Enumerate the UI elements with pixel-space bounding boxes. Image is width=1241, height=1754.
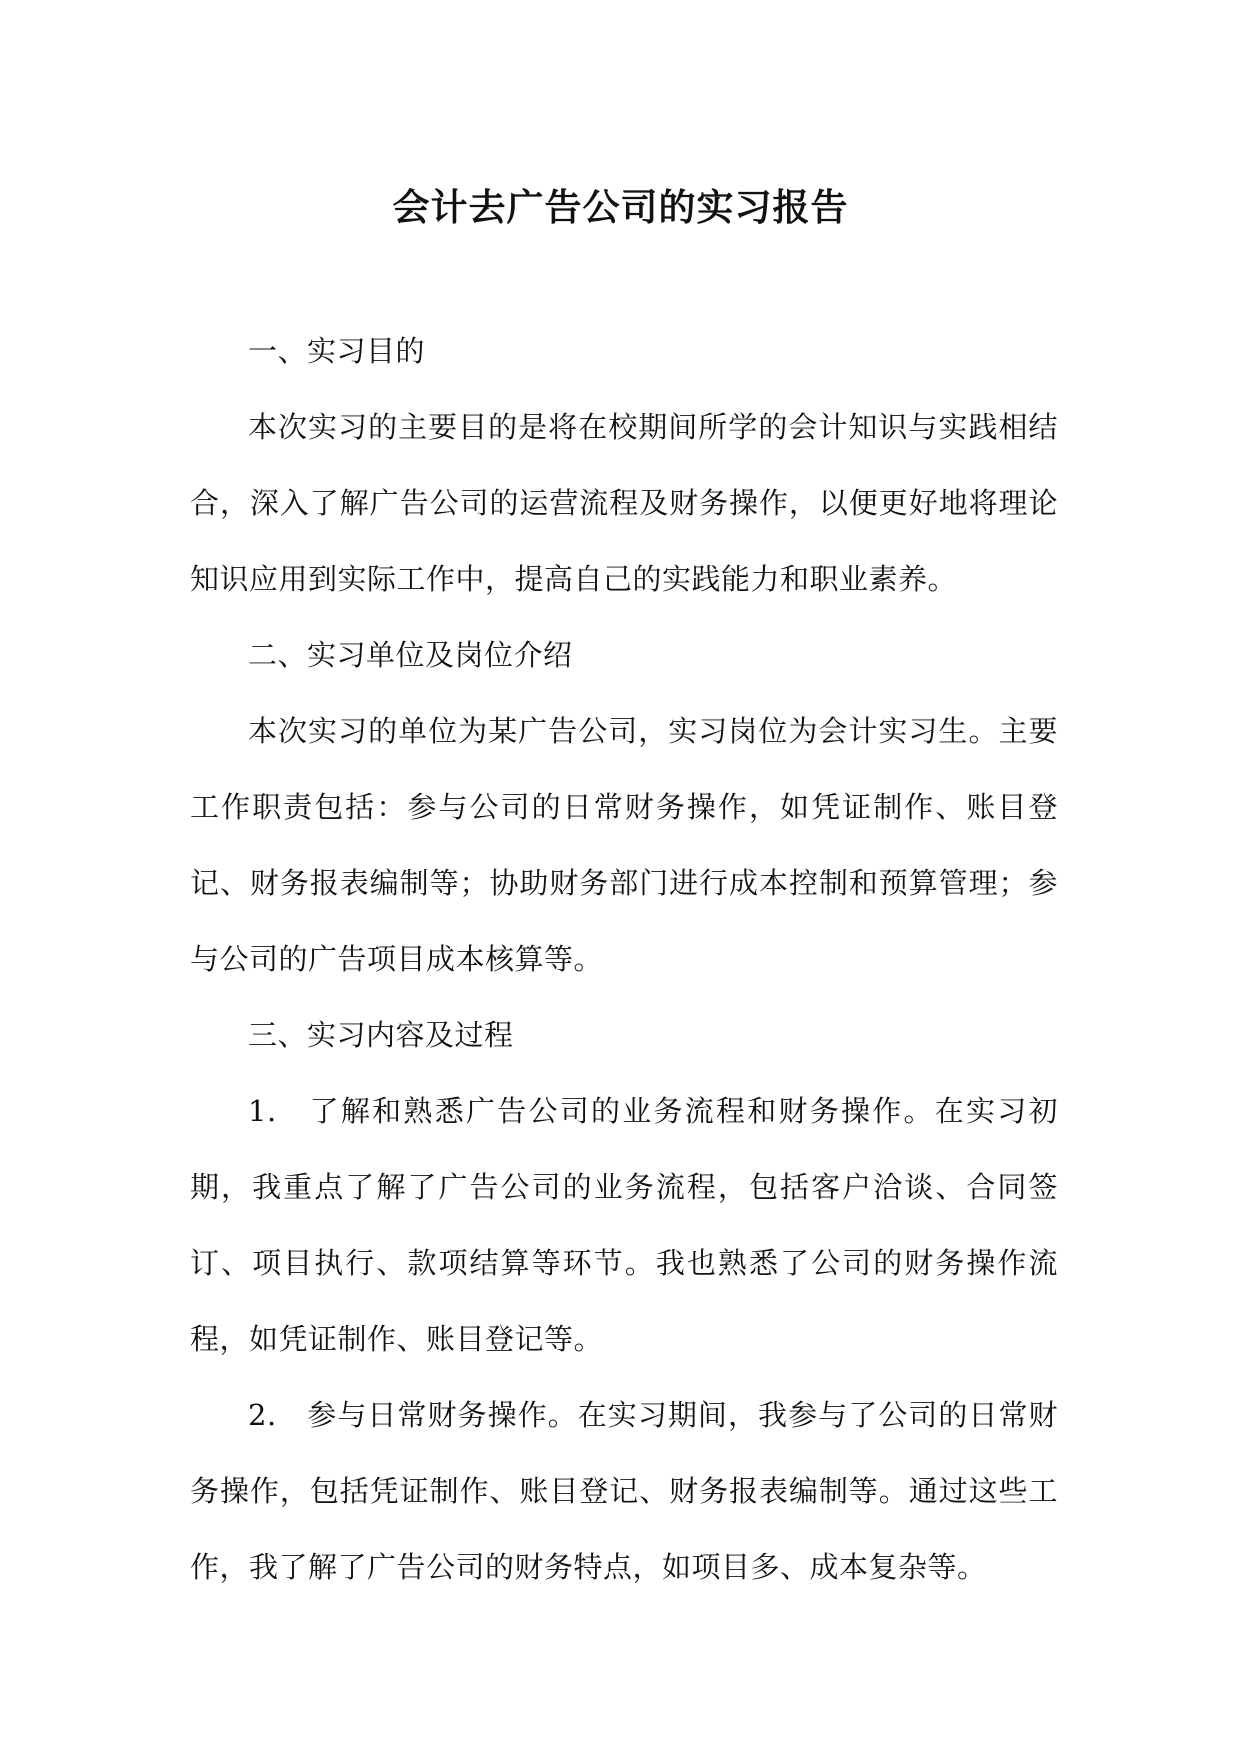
paragraph-purpose: 本次实习的主要目的是将在校期间所学的会计知识与实践相结合，深入了解广告公司的运营流程及财务操作，以便更好地将理论知识应用到实际工作中，提高自己的实践能力和职业素养。	[190, 410, 1058, 596]
section-heading-purpose: 一、实习目的	[248, 334, 426, 368]
section-heading-content: 三、实习内容及过程	[248, 1018, 514, 1052]
paragraph-company: 本次实习的单位为某广告公司，实习岗位为会计实习生。主要工作职责包括：参与公司的日常财务操作，如凭证制作、账目登记、财务报表编制等；协助财务部门进行成本控制和预算管理；参与公司的广告项目成本核算等。	[190, 714, 1058, 976]
section-heading-company: 二、实习单位及岗位介绍	[248, 638, 573, 672]
paragraph-item-2: 2. 参与日常财务操作。在实习期间，我参与了公司的日常财务操作，包括凭证制作、账目登记、财务报表编制等。通过这些工作，我了解了广告公司的财务特点，如项目多、成本复杂等。	[190, 1398, 1058, 1584]
document-title: 会计去广告公司的实习报告	[392, 185, 849, 229]
document-body	[190, 313, 1058, 1605]
paragraph-item-1: 1. 了解和熟悉广告公司的业务流程和财务操作。在实习初期，我重点了解了广告公司的业务流程，包括客户洽谈、合同签订、项目执行、款项结算等环节。我也熟悉了公司的财务操作流程，如凭证制作、账目登记等。	[190, 1094, 1058, 1356]
